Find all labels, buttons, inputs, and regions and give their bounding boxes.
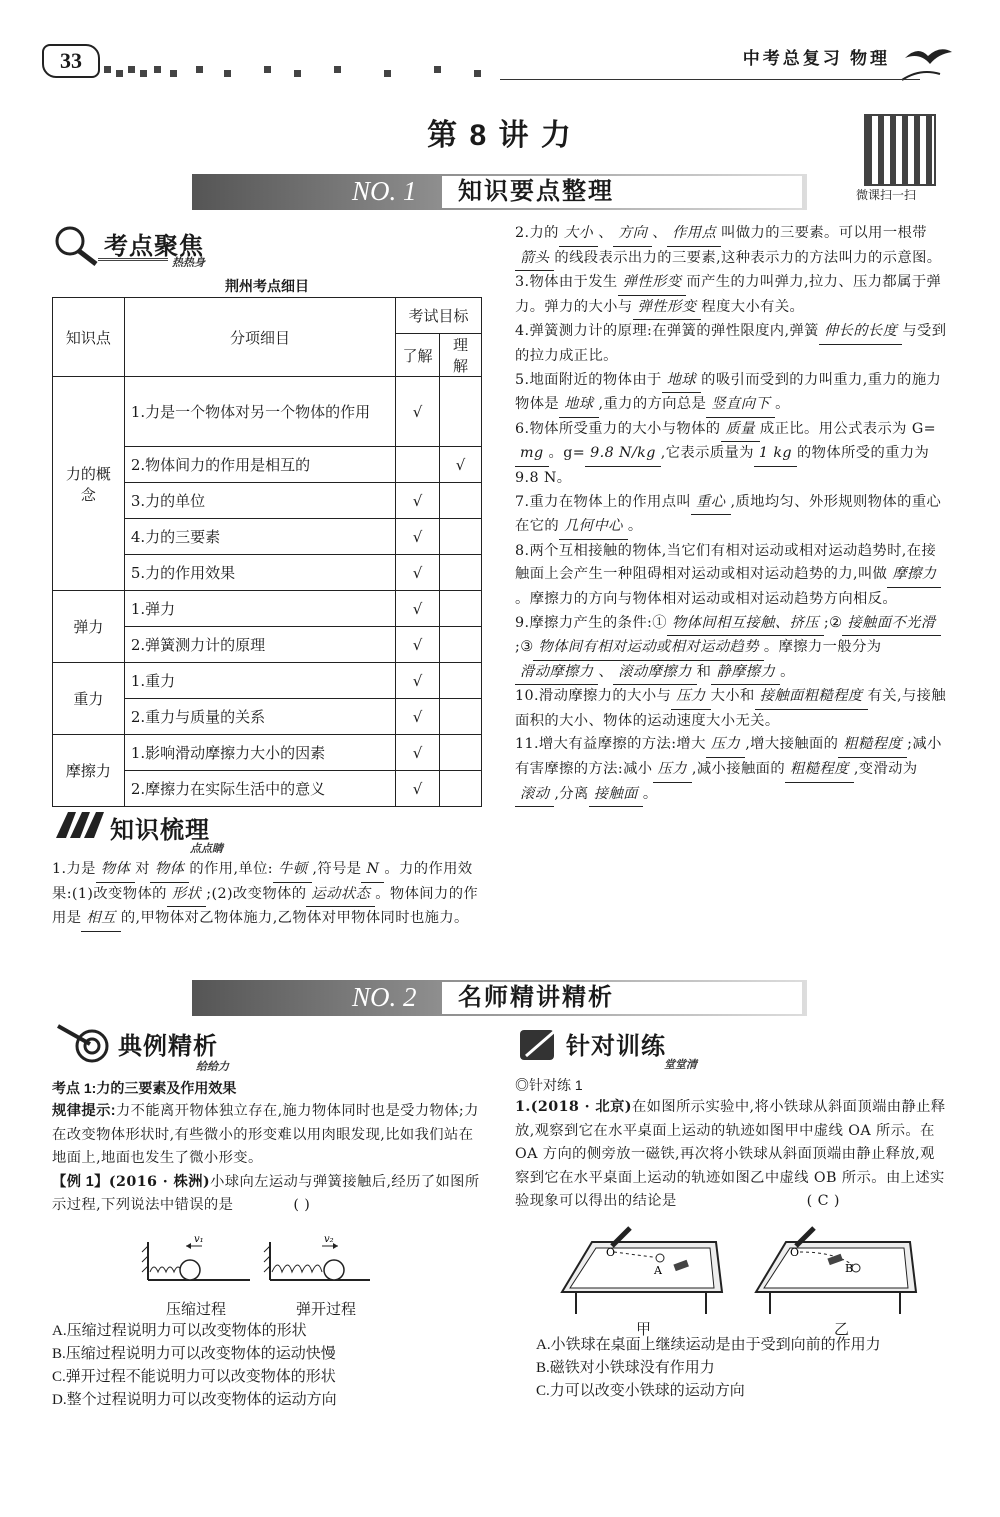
example-block bbox=[52, 1076, 482, 1218]
k1: 1.力是 物体 对 物体 的作用,单位: 牛顿 ,符号是 N 。力的作用效果:(1)改变物体的 形状 ;(2)改变物体的 运动状态 。物体间力的作用是 相互 的,甲物体对乙物体施力,乙物体对甲物体同时也施力。 bbox=[52, 858, 482, 932]
rule-tip: 规律提示:力不能离开物体独立存在,施力物体同时也是受力物体;力在改变物体形状时,有些微小的形变难以用肉眼发现,比如我们站在地面上,地面也发生了微小形变。 bbox=[52, 1103, 479, 1167]
check-cell bbox=[396, 447, 440, 483]
item-cell: 1.影响滑动摩擦力大小的因素 bbox=[124, 735, 395, 771]
svg-text:A: A bbox=[654, 1264, 662, 1277]
item-cell: 4.力的三要素 bbox=[124, 519, 395, 555]
fig-yi-label: 乙 bbox=[834, 1320, 850, 1338]
check-cell: √ bbox=[396, 591, 440, 627]
spring-figure bbox=[140, 1232, 380, 1302]
item-cell: 2.重力与质量的关系 bbox=[124, 699, 395, 735]
k6: 6.物体所受重力的大小与物体的 质量 成正比。用公式表示为 G=mg 。g= 9.8 N/kg ,它表示质量为 1 kg 的物体所受的重力为 9.8 N。 bbox=[515, 418, 948, 491]
item-cell: 2.弹簧测力计的原理 bbox=[124, 627, 395, 663]
kaodian-title: 考点聚焦 bbox=[104, 233, 204, 260]
dart-target-icon bbox=[56, 1022, 112, 1064]
check-cell: √ bbox=[440, 447, 482, 483]
page-number: 33 bbox=[42, 44, 100, 78]
zhendui-sub: 堂堂清 bbox=[664, 1059, 697, 1071]
header-dots bbox=[104, 60, 484, 82]
check-cell: √ bbox=[396, 627, 440, 663]
th-understand: 了解 bbox=[396, 334, 440, 377]
item-cell: 2.物体间力的作用是相互的 bbox=[124, 447, 395, 483]
k3: 3.物体由于发生 弹性形变 而产生的力叫弹力,拉力、压力都属于弹力。弹力的大小与 弹性形变 程度大小有关。 bbox=[515, 271, 948, 320]
k5: 5.地面附近的物体由于 地球 的吸引而受到的力叫重力,重力的施力物体是 地球 ,重力的方向总是 竖直向下 。 bbox=[515, 369, 948, 418]
group-name: 重力 bbox=[53, 663, 125, 735]
item-cell: 3.力的单位 bbox=[124, 483, 395, 519]
table-row bbox=[53, 735, 482, 771]
page-title: 第 8 讲 力 bbox=[427, 119, 573, 152]
th-item: 分项细目 bbox=[124, 298, 395, 377]
fig-release-label: 弹开过程 bbox=[296, 1300, 357, 1318]
option-b[interactable]: B.磁铁对小铁球没有作用力 bbox=[536, 1360, 715, 1376]
example-1: 【例 1】(2016 · 株洲)小球向左运动与弹簧接触后,经历了如图所示过程,下列说法中错误的是 ( ) bbox=[52, 1173, 480, 1214]
k11: 11.增大有益摩擦的方法:增大 压力 ,增大接触面的 粗糙程度 ;减小有害摩擦的方法:减小 压力 ,减小接触面的 粗糙程度 ,变滑动为滚动 ,分离 接触面 。 bbox=[515, 733, 948, 807]
table-row bbox=[53, 591, 482, 627]
example-options bbox=[52, 1320, 492, 1412]
item-cell: 1.弹力 bbox=[124, 591, 395, 627]
item-cell: 1.力是一个物体对另一个物体的作用 bbox=[124, 377, 395, 447]
option-c[interactable]: C.弹开过程不能说明力可以改变物体的形状 bbox=[52, 1369, 336, 1385]
training-question: 1.(2018 · 北京)在如图所示实验中,将小铁球从斜面顶端由静止释放,观察到它在水平桌面上运动的轨迹如图甲中虚线 OA 所示。在 OA 方向的侧旁放一磁铁,再次将小铁球从斜面顶端由静止释放,观察到它在水平桌面上运动的轨迹如图乙中虚线 OB 所示。由上述实验现象可以得出的结论是 ( C ) bbox=[515, 1099, 946, 1210]
check-cell bbox=[440, 483, 482, 519]
table-row bbox=[53, 377, 482, 447]
k7: 7.重力在物体上的作用点叫 重心 ,质地均匀、外形规则物体的重心在它的 几何中心 。 bbox=[515, 491, 948, 540]
fig-compress-label: 压缩过程 bbox=[166, 1300, 227, 1318]
check-cell: √ bbox=[396, 663, 440, 699]
check-cell: √ bbox=[396, 483, 440, 519]
check-cell bbox=[440, 735, 482, 771]
th-point: 知识点 bbox=[53, 298, 125, 377]
header-rule bbox=[500, 79, 920, 80]
check-cell bbox=[440, 591, 482, 627]
th-goal: 考试目标 bbox=[396, 298, 482, 334]
section-no: NO. 1 bbox=[352, 176, 417, 206]
dianli-title: 典例精析 bbox=[118, 1033, 218, 1060]
shuli-title: 知识梳理 bbox=[110, 817, 210, 844]
option-a[interactable]: A.小铁球在桌面上继续运动是由于受到向前的作用力 bbox=[536, 1337, 881, 1353]
option-c[interactable]: C.力可以改变小铁球的运动方向 bbox=[536, 1383, 745, 1399]
qr-code-icon[interactable] bbox=[864, 114, 936, 186]
k10: 10.滑动摩擦力的大小与 压力 大小和 接触面粗糙程度 有关,与接触面积的大小、物体的运动速度大小无关。 bbox=[515, 685, 948, 733]
exam-table bbox=[52, 297, 482, 807]
check-cell: √ bbox=[396, 377, 440, 447]
item-cell: 1.重力 bbox=[124, 663, 395, 699]
item-cell: 2.摩擦力在实际生活中的意义 bbox=[124, 771, 395, 807]
ball-experiment-figure bbox=[556, 1222, 926, 1318]
k8: 8.两个互相接触的物体,当它们有相对运动或相对运动趋势时,在接触面上会产生一种阻碍相对运动或相对运动趋势的力,叫做 摩擦力。摩擦力的方向与物体相对运动或相对运动趋势方向相反。 bbox=[515, 540, 948, 612]
group-name: 弹力 bbox=[53, 591, 125, 663]
th-comprehend: 理解 bbox=[440, 334, 482, 377]
shuli-sub: 点点睛 bbox=[190, 843, 223, 855]
arrows-icon bbox=[54, 808, 108, 842]
option-a[interactable]: A.压缩过程说明力可以改变物体的形状 bbox=[52, 1323, 307, 1339]
item-cell: 5.力的作用效果 bbox=[124, 555, 395, 591]
section-banner-no2 bbox=[192, 980, 807, 1016]
qr-label: 微课扫一扫 bbox=[856, 188, 917, 202]
check-cell: √ bbox=[396, 519, 440, 555]
check-cell: √ bbox=[396, 699, 440, 735]
decor-line bbox=[98, 258, 168, 261]
magnifier-icon bbox=[52, 224, 100, 268]
dianli-sub: 给给力 bbox=[196, 1061, 229, 1073]
section-banner-no1 bbox=[192, 174, 807, 210]
check-cell bbox=[440, 377, 482, 447]
k4: 4.弹簧测力计的原理:在弹簧的弹性限度内,弹簧 伸长的长度 与受到的拉力成正比。 bbox=[515, 320, 948, 368]
zhendui-title: 针对训练 bbox=[566, 1033, 666, 1060]
check-cell: √ bbox=[396, 555, 440, 591]
group-name: 摩擦力 bbox=[53, 735, 125, 807]
table-caption: 荆州考点细目 bbox=[225, 278, 309, 294]
svg-text:O: O bbox=[606, 1246, 616, 1259]
check-cell bbox=[440, 627, 482, 663]
kaodian-1: 考点 1:力的三要素及作用效果 bbox=[52, 1080, 237, 1096]
check-cell: √ bbox=[396, 735, 440, 771]
pen-icon bbox=[516, 1024, 564, 1064]
check-cell bbox=[440, 699, 482, 735]
training-options bbox=[536, 1334, 956, 1403]
section-label: 名师精讲精析 bbox=[442, 982, 802, 1014]
k2: 2.力的 大小 、 方向 、 作用点 叫做力的三要素。可以用一根带箭头 的线段表示出力的三要素,这种表示力的方法叫力的示意图。 bbox=[515, 222, 948, 271]
svg-text:B: B bbox=[845, 1262, 854, 1275]
section-no: NO. 2 bbox=[352, 982, 417, 1012]
section-label: 知识要点整理 bbox=[442, 176, 802, 208]
svg-text:O: O bbox=[790, 1246, 800, 1259]
check-cell: √ bbox=[396, 771, 440, 807]
fig-jia-label: 甲 bbox=[636, 1320, 652, 1338]
group-name: 力的概念 bbox=[53, 377, 125, 591]
training-label: ◎针对练 1 bbox=[515, 1077, 583, 1093]
check-cell bbox=[440, 663, 482, 699]
check-cell bbox=[440, 555, 482, 591]
svg-text:v₂: v₂ bbox=[324, 1234, 334, 1245]
table-row bbox=[53, 663, 482, 699]
k9: 9.摩擦力产生的条件:① 物体间相互接触、挤压 ;② 接触面不光滑;③ 物体间有相对运动或相对运动趋势 。摩擦力一般分为滑动摩擦力 、 滚动摩擦力 和 静摩擦力 。 bbox=[515, 612, 948, 686]
option-d[interactable]: D.整个过程说明力可以改变物体的运动方向 bbox=[52, 1392, 337, 1408]
check-cell bbox=[440, 771, 482, 807]
check-cell bbox=[440, 519, 482, 555]
knowledge-list bbox=[515, 222, 948, 807]
book-title: 中考总复习 物理 bbox=[742, 49, 890, 68]
training-block bbox=[515, 1074, 948, 1214]
option-b[interactable]: B.压缩过程说明力可以改变物体的运动快慢 bbox=[52, 1346, 336, 1362]
svg-text:v₁: v₁ bbox=[194, 1234, 204, 1245]
kaodian-sub: 热热身 bbox=[172, 257, 205, 269]
